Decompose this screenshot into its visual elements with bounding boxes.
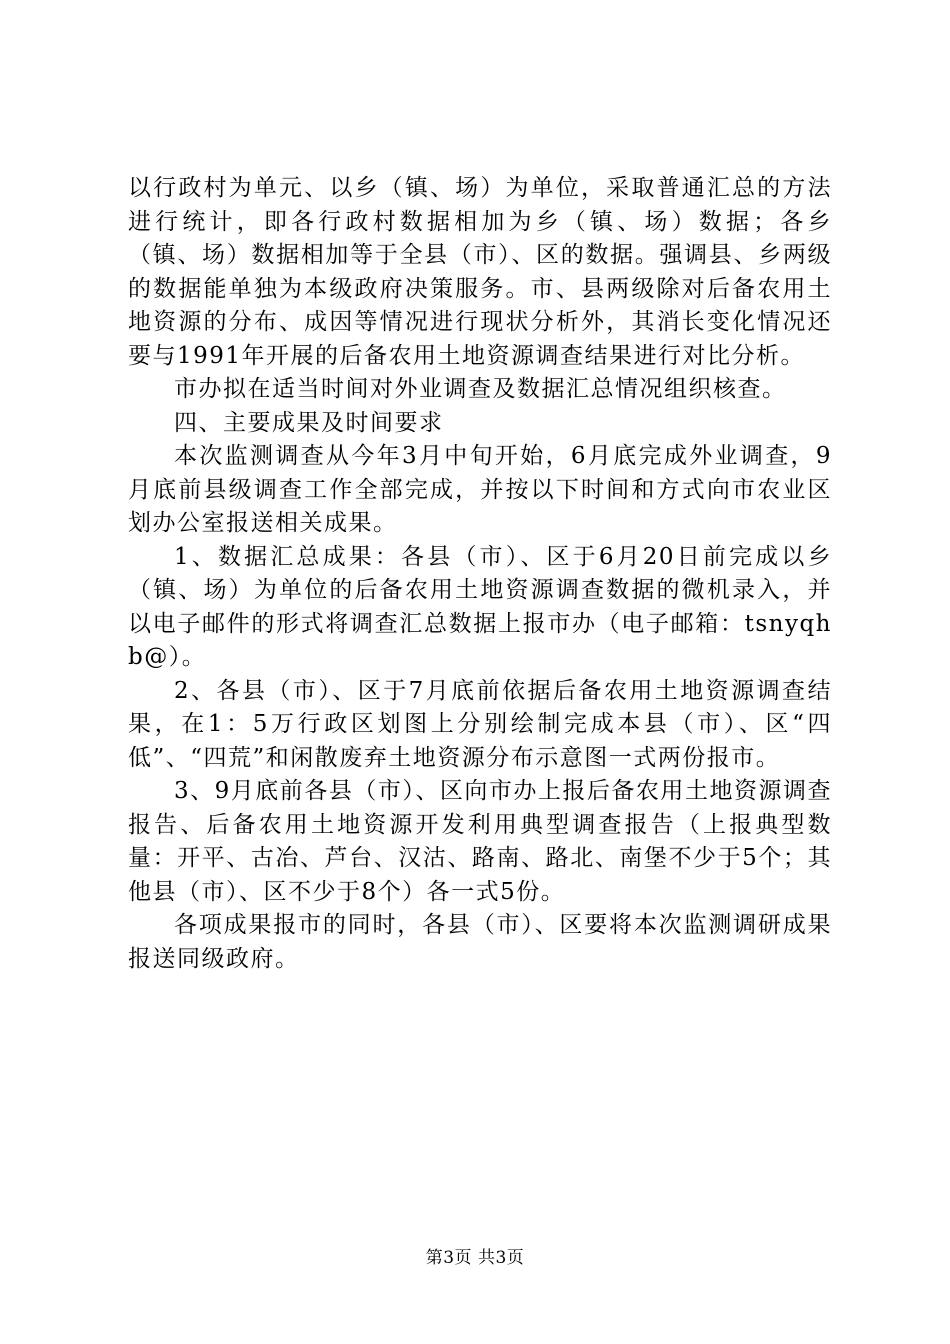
- page-number-footer: 第3页 共3页: [425, 1248, 525, 1268]
- paragraph-submit-government: 各项成果报市的同时，各县（市）、区要将本次监测调研成果报送同级政府。: [128, 912, 832, 972]
- list-item-distribution-map: 2、各县（市）、区于7月底前依据后备农用土地资源调查结果，在1：5万行政区划图上分别绘制完成本县（市）、区“四低”、“四荒”和闲散废弃土地资源分布示意图一式两份报市。: [128, 677, 832, 771]
- paragraph-schedule: 本次监测调查从今年3月中旬开始，6月底完成外业调查，9月底前县级调查工作全部完成，并按以下时间和方式向市农业区划办公室报送相关成果。: [128, 443, 832, 536]
- section-heading-results: 四、主要成果及时间要求: [174, 409, 444, 436]
- document-body: [128, 172, 832, 976]
- list-item-data-summary: 1、数据汇总成果：各县（市）、区于6月20日前完成以乡（镇、场）为单位的后备农用土地资源调查数据的微机录入，并以电子邮件的形式将调查汇总数据上报市办（电子邮箱：tsnyqhb@）。: [128, 543, 832, 670]
- paragraph-verification: 市办拟在适当时间对外业调查及数据汇总情况组织核查。: [174, 376, 787, 402]
- paragraph-statistics-method: 以行政村为单元、以乡（镇、场）为单位，采取普通汇总的方法进行统计，即各行政村数据相加为乡（镇、场）数据；各乡（镇、场）数据相加等于全县（市）、区的数据。强调县、乡两级的数据能单独为本级政府决策服务。市、县两级除对后备农用土地资源的分布、成因等情况进行现状分析外，其消长变化情况还要与1991年开展的后备农用土地资源调查结果进行对比分析。: [128, 175, 832, 369]
- list-item-survey-report: 3、9月底前各县（市）、区向市办上报后备农用土地资源调查报告、后备农用土地资源开发利用典型调查报告（上报典型数量：开平、古冶、芦台、汉沽、路南、路北、南堡不少于5个；其他县（市）、区不少于8个）各一式5份。: [128, 778, 832, 905]
